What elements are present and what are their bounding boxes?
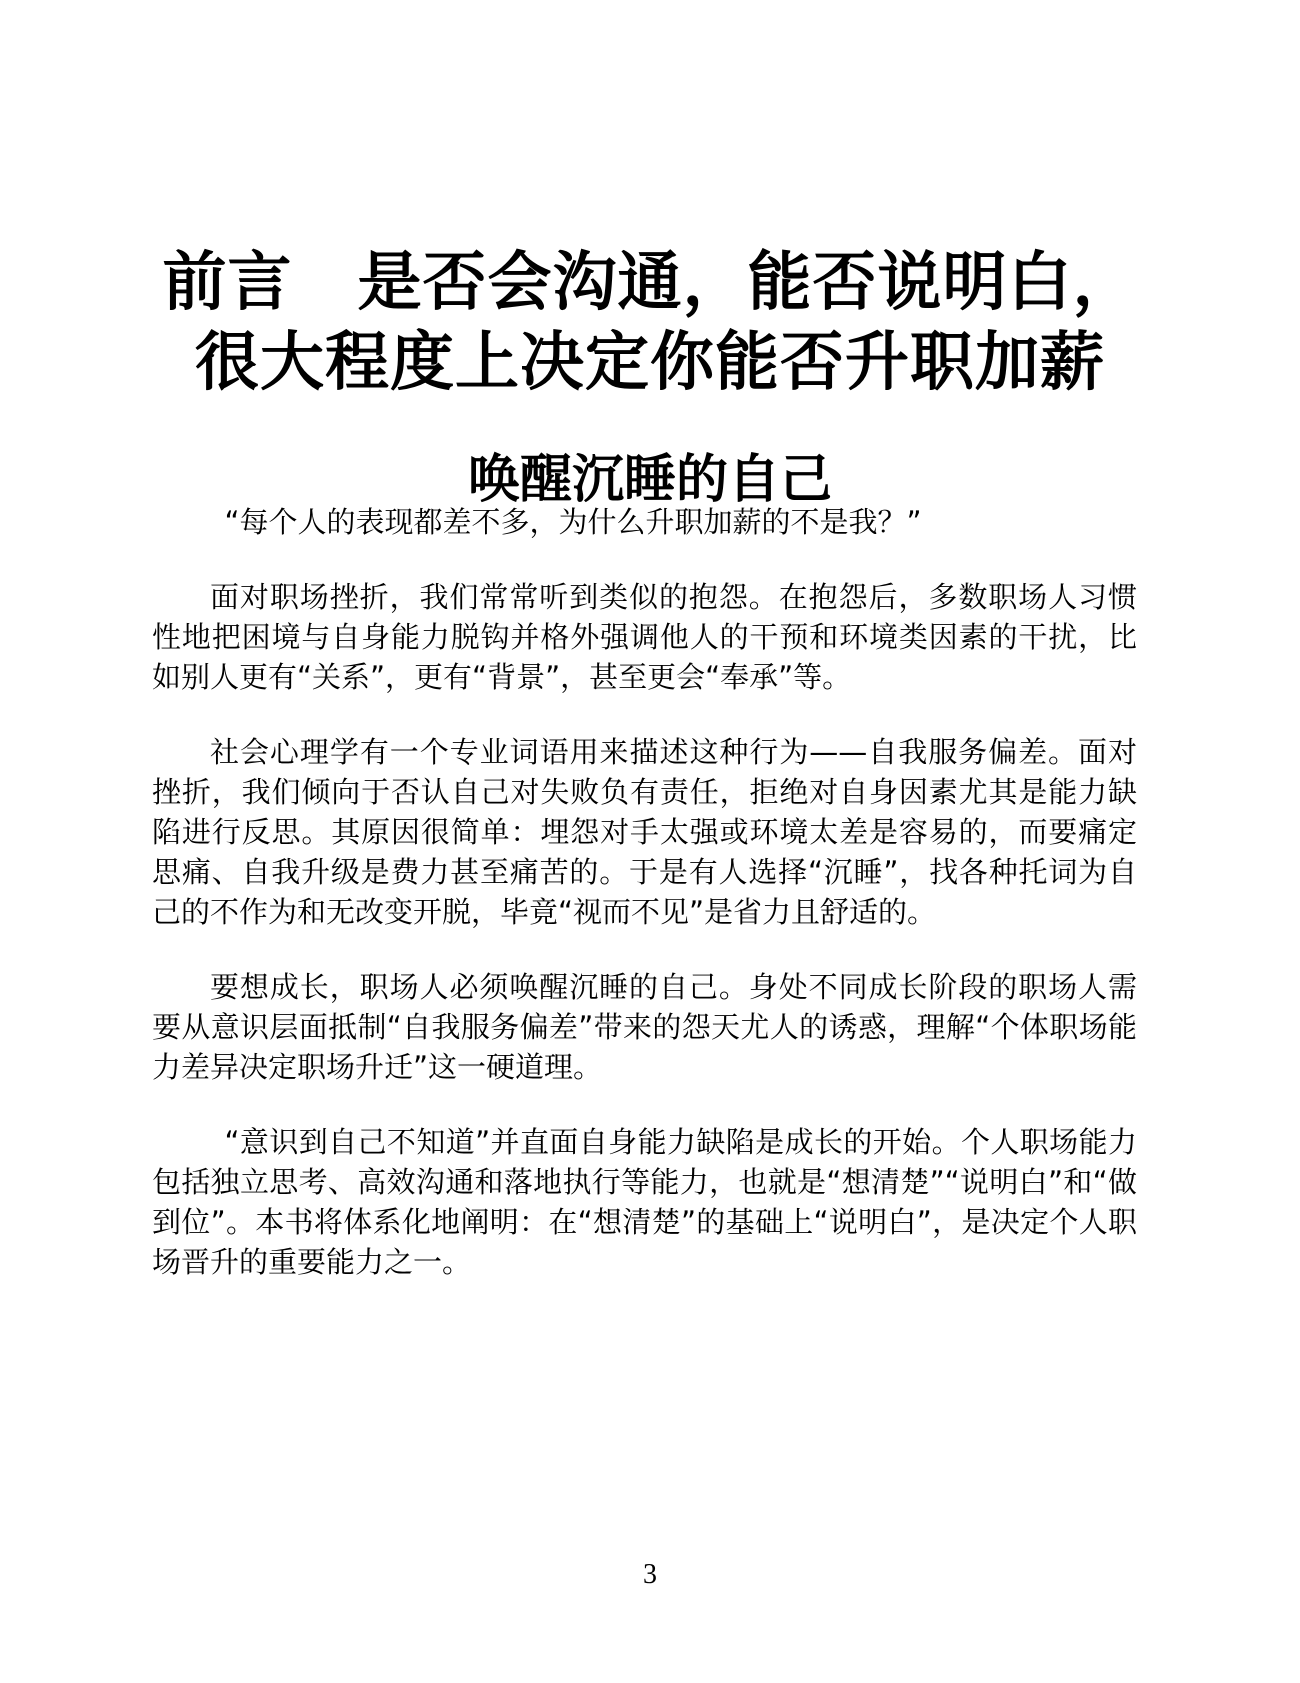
chapter-title	[150, 243, 1150, 403]
paragraph-3: 社会心理学有一个专业词语用来描述这种行为——自我服务偏差。面对挫折，我们倾向于否认自己对失败负有责任，拒绝对自身因素尤其是能力缺陷进行反思。其原因很简单：埋怨对手太强或环境太差是容易的，而要痛定思痛、自我升级是费力甚至痛苦的。于是有人选择“沉睡”，找各种托词为自己的不作为和无改变开脱，毕竟“视而不见”是省力且舒适的。	[152, 735, 1137, 929]
paragraph-5: “意识到自己不知道”并直面自身能力缺陷是成长的开始。个人职场能力包括独立思考、高效沟通和落地执行等能力，也就是“想清楚”“说明白”和“做到位”。本书将体系化地阐明：在“想清楚”的基础上“说明白”，是决定个人职场晋升的重要能力之一。	[152, 1125, 1137, 1279]
paragraph-2: 面对职场挫折，我们常常听到类似的抱怨。在抱怨后，多数职场人习惯性地把困境与自身能力脱钩并格外强调他人的干预和环境类因素的干扰，比如别人更有“关系”，更有“背景”，甚至更会“奉承”等。	[152, 580, 1137, 694]
body-text	[152, 502, 1137, 1317]
paragraph-4: 要想成长，职场人必须唤醒沉睡的自己。身处不同成长阶段的职场人需要从意识层面抵制“自我服务偏差”带来的怨天尤人的诱惑，理解“个体职场能力差异决定职场升迁”这一硬道理。	[152, 970, 1137, 1084]
chapter-title-line-1: 前言 是否会沟通，能否说明白，	[162, 245, 1138, 320]
chapter-title-line-2: 很大程度上决定你能否升职加薪	[195, 325, 1105, 400]
section-title: 唤醒沉睡的自己	[467, 450, 832, 511]
paragraph-quote: “每个人的表现都差不多，为什么升职加薪的不是我？”	[224, 505, 922, 539]
page-number: 3	[643, 1559, 657, 1590]
